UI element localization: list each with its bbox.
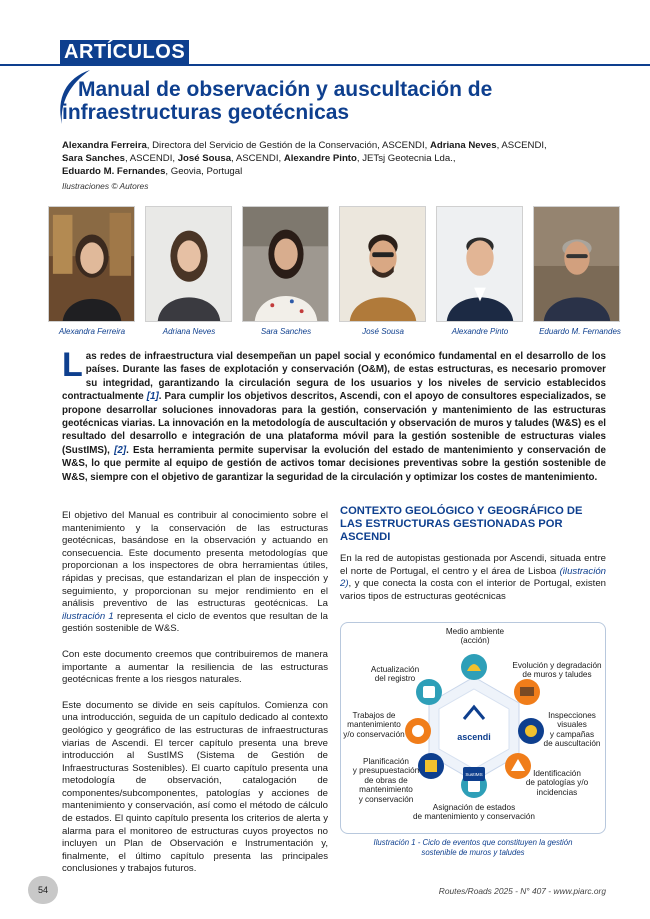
reference-link[interactable]: [2] <box>114 444 127 456</box>
intro-text: as redes de infraestructura vial desempeñan un papel social y económico fundamental en el desarrollo de los países. Durante las fases de explotación y conservación (O&M), de estas estructuras, es necesario promover su integridad, garantizando la circulación segura de los usuarios y los niveles de servicio establecidos contractualmente <box>62 351 606 403</box>
body-text: , y que conecta la costa con el interior de Portugal, existen varios tipos de estructuras geotécnicas <box>340 578 606 602</box>
body-paragraph: Este documento se divide en seis capítulos. Comienza con una introducción, seguida de un capítulo dedicado al contexto geológico y geográfico de las estructuras de infraestructuras viarias de Ascendi. El tercer capítulo presenta una breve introducción al SustIMS (Sistema de Gestión de Infraestructuras Sostenibles). El cuarto capítulo presenta una metodología de observación, catalogación de componentes/subcomponentes, patologías y acciones de mantenimiento y conservación, así como el método de cálculo de estados. El quinto capítulo presenta los criterios de alerta y alarma para el monitoreo de estructuras cuyos proyectos no incluyen un Plan de Observación e Instrumentación y, finalmente, el último capítulo presenta las principales conclusiones y trabajos futuros. <box>62 699 328 875</box>
label-asignacion <box>409 803 539 822</box>
author-photo-3 <box>242 206 329 322</box>
label-text: Medio ambiente (acción) <box>445 627 505 646</box>
center-brand-label: ascendi <box>457 732 491 742</box>
journal-footer: Routes/Roads 2025 - N° 407 - www.piarc.org <box>438 886 606 896</box>
author-affiliation: , ASCENDI, <box>496 140 547 151</box>
author-photo-1 <box>48 206 135 322</box>
illustration-credit: Ilustraciones © Autores <box>62 181 149 191</box>
author-photo-5 <box>436 206 523 322</box>
label-medio-ambiente <box>435 627 515 646</box>
photo-caption: Alexandre Pinto <box>451 327 509 336</box>
figure-reference-link[interactable]: (ilustración 2) <box>340 565 606 590</box>
cycle-diagram <box>340 622 606 834</box>
reference-link[interactable]: [1] <box>146 391 159 403</box>
label-inspecciones <box>539 711 605 749</box>
label-planificacion <box>343 757 429 804</box>
author-photo-strip <box>48 206 621 338</box>
author-name: José Sousa <box>177 153 232 165</box>
author-affiliation: , Geovia, Portugal <box>165 166 243 178</box>
photo-caption: Adriana Neves <box>162 327 216 336</box>
label-text: Actualización del registro <box>370 665 420 684</box>
body-paragraph: Con este documento creemos que contribuiremos de manera importante a aumentar la resiliencia de las estructuras geotécnicas frente a los riesgos naturales. <box>62 648 328 686</box>
section-heading: CONTEXTO GEOLÓGICO Y GEOGRÁFICO DE LAS ESTRUCTURAS GESTIONADAS POR ASCENDI <box>340 505 583 543</box>
figure-caption: Ilustración 1 - Ciclo de eventos que constituyen la gestión sostenible de muros y taludes <box>373 838 573 857</box>
body-paragraph <box>340 553 606 603</box>
photo-caption: Sara Sanches <box>260 327 312 336</box>
author-name: Eduardo M. Fernandes <box>62 166 166 178</box>
right-column <box>340 505 606 603</box>
label-text: Inspecciones visuales y campañas de auscultación <box>543 711 601 749</box>
label-trabajos <box>343 711 405 739</box>
photo-caption: José Sousa <box>362 327 404 336</box>
figure-reference-link[interactable]: ilustración 1 <box>62 610 114 622</box>
author-list <box>62 139 602 179</box>
intro-text: . Para cumplir los objetivos descritos, Ascendi, con el apoyo de consultores especializados, se propone desarrollar soluciones innovadoras para la gestión, conservación y mantenimiento de las estructuras geotécnicas viarias. La innovación en la metodología de auscultación y observación de muros y taludes (W&S) es el resultado del desarrollo e integración de una plataforma móvil para la gestión sostenible de estructuras viales (SustIMS), <box>62 391 606 456</box>
label-actualizacion <box>365 665 425 684</box>
author-affiliation: , JETsj Geotecnia Lda., <box>356 153 456 165</box>
author-photo-4 <box>339 206 426 322</box>
section-rule <box>0 64 650 66</box>
section-tag: ARTÍCULOS <box>60 40 189 64</box>
intro-paragraph <box>62 346 606 484</box>
body-text: representa el ciclo de eventos que resultan de la gestión sostenible de W&S. <box>62 610 328 635</box>
works-node-icon <box>405 718 431 744</box>
page-number: 54 <box>28 876 58 904</box>
label-text: Planificación y presupuestación de obras de mantenimiento y conservación <box>352 757 420 804</box>
author-photo-2 <box>145 206 232 322</box>
author-affiliation: , ASCENDI, <box>124 153 178 165</box>
intro-text: . Esta herramienta permite supervisar la evolución del estado de mantenimiento y conservación de W&S, lo que permite al equipo de gestión de activos tomar decisiones preventivas sobre la gestión sostenible de W&S, siempre con el objetivo de garantizar la seguridad de la circulación y optimizar los costes de mantenimiento. <box>62 444 606 483</box>
photo-caption: Eduardo M. Fernandes <box>539 327 621 336</box>
body-text: En la red de autopistas gestionada por Ascendi, situada entre el norte de Portugal, el centro y el área de Lisboa <box>340 553 606 577</box>
left-column <box>62 510 328 889</box>
app-label: SustIMS <box>465 772 483 777</box>
label-text: Trabajos de mantenimiento y/o conservación <box>343 711 405 739</box>
author-affiliation: , Directora del Servicio de Gestión de la Conservación, ASCENDI, <box>146 140 430 151</box>
label-identificacion <box>509 769 605 797</box>
title-line-1: Manual de observación y auscultación de <box>78 78 493 101</box>
article-title <box>62 78 602 124</box>
author-name: Adriana Neves <box>429 140 497 151</box>
title-line-2: infraestructuras geotécnicas <box>62 101 350 124</box>
author-affiliation: , ASCENDI, <box>231 153 284 165</box>
label-text: Evolución y degradación de muros y taludes <box>512 661 602 680</box>
author-name: Sara Sanches <box>62 153 125 165</box>
environment-node-icon <box>461 654 487 680</box>
author-photo-6 <box>533 206 620 322</box>
body-paragraph <box>62 510 328 636</box>
author-name: Alexandre Pinto <box>283 153 357 165</box>
body-text: El objetivo del Manual es contribuir al conocimiento sobre el mantenimiento y la conservación de las estructuras geotécnicas, basándose en la observación y actuando en consecuencia. Este documento presenta metodologías que proporcionan a los inspectores de obra herramientas útiles, rápidas y precisas, que estandarizan el plan de inspección y seguimiento, y proporcionan su mejor rendimiento en el análisis preventivo de las estructuras geotécnicas. La <box>62 510 328 610</box>
label-text: Asignación de estados de mantenimiento y conservación <box>413 803 535 822</box>
label-text: Identificación de patologías y/o incidencias <box>525 769 589 797</box>
author-name: Alexandra Ferreira <box>62 140 147 151</box>
label-evolucion <box>509 661 605 680</box>
evolution-node-icon <box>514 679 540 705</box>
photo-caption: Alexandra Ferreira <box>58 327 126 336</box>
drop-cap: L <box>62 346 83 384</box>
